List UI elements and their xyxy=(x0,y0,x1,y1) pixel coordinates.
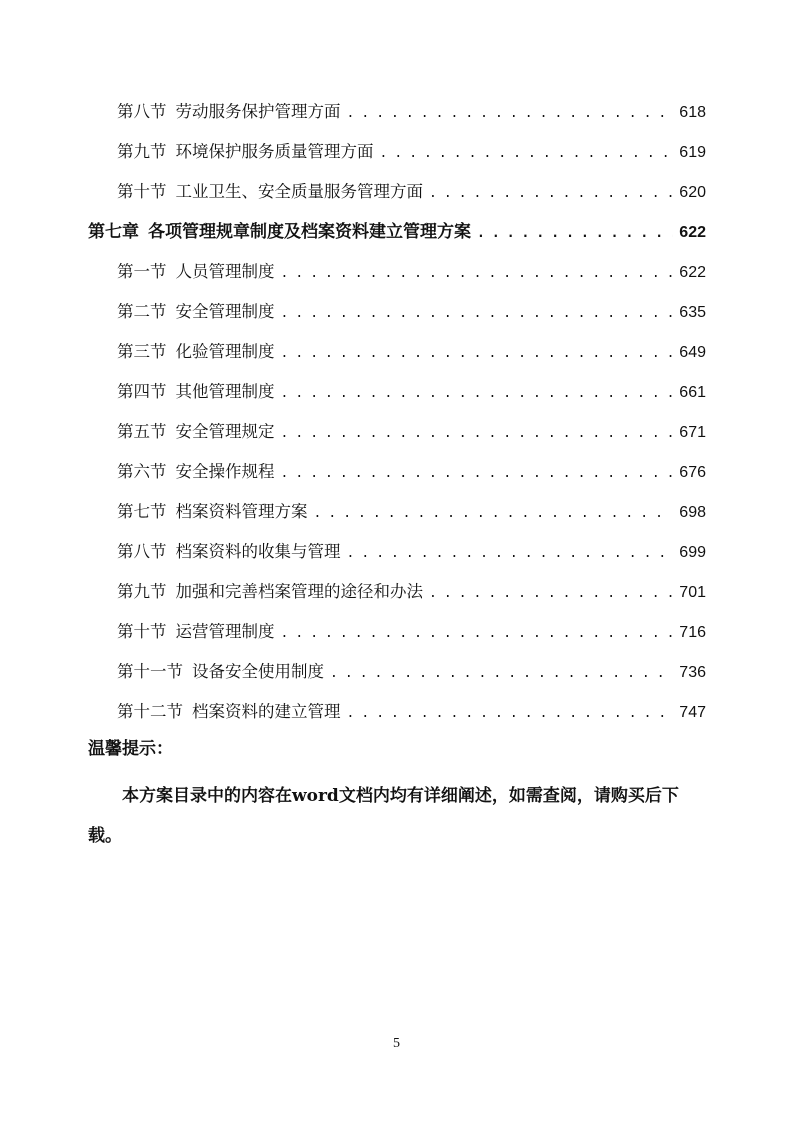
toc-entry-title: 设备安全使用制度 xyxy=(192,662,324,681)
toc-entry-label xyxy=(117,698,341,726)
toc-dot-leader xyxy=(429,580,673,608)
toc-entry[interactable] xyxy=(117,258,706,286)
toc-entry[interactable] xyxy=(117,178,706,206)
toc-dot-leader xyxy=(281,340,674,368)
toc-entry-number: 第五节 xyxy=(117,422,167,441)
toc-entry-number: 第三节 xyxy=(117,342,167,361)
toc-entry-title: 工业卫生、安全质量服务管理方面 xyxy=(175,182,423,201)
toc-dot-leader xyxy=(281,620,674,648)
toc-dot-leader xyxy=(281,460,674,488)
notice-title: 温馨提示： xyxy=(88,739,173,759)
toc-entry[interactable] xyxy=(117,98,706,126)
toc-entry-label xyxy=(117,498,308,526)
toc-entry-number: 第七章 xyxy=(88,222,139,242)
toc-dot-leader xyxy=(281,260,674,288)
toc-entry-number: 第六节 xyxy=(117,462,167,481)
toc-entry-number: 第九节 xyxy=(117,142,167,161)
toc-entry-page: 676 xyxy=(679,464,706,481)
toc-entry[interactable] xyxy=(117,338,706,366)
toc-dot-leader xyxy=(347,100,674,128)
toc-entry[interactable] xyxy=(117,138,706,166)
toc-entry-title: 劳动服务保护管理方面 xyxy=(175,102,341,121)
toc-entry-page: 622 xyxy=(679,264,706,281)
toc-entry-page: 716 xyxy=(679,624,706,641)
toc-entry-page: 698 xyxy=(679,504,706,521)
toc-entry-label xyxy=(117,658,324,686)
toc-entry-title: 其他管理制度 xyxy=(175,382,275,401)
toc-entry-title: 加强和完善档案管理的途径和办法 xyxy=(175,582,423,601)
toc-entry-label xyxy=(117,178,423,206)
toc-entry-number: 第十二节 xyxy=(117,702,183,721)
toc-entry-title: 安全管理制度 xyxy=(175,302,275,321)
toc-entry-page: 671 xyxy=(679,424,706,441)
toc-entry-page: 618 xyxy=(679,104,706,121)
toc-entry[interactable] xyxy=(117,578,706,606)
toc-dot-leader xyxy=(347,540,674,568)
toc-entry-label xyxy=(117,258,275,286)
toc-entry-title: 环境保护服务质量管理方面 xyxy=(175,142,374,161)
toc-dot-leader xyxy=(281,380,674,408)
toc-entry-number: 第四节 xyxy=(117,382,167,401)
toc-entry-number: 第九节 xyxy=(117,582,167,601)
toc-entry-label xyxy=(88,218,471,246)
toc-dot-leader xyxy=(429,180,673,208)
toc-entry[interactable] xyxy=(117,418,706,446)
toc-entry[interactable] xyxy=(117,538,706,566)
toc-entry-label xyxy=(117,298,275,326)
toc-entry-title: 档案资料的建立管理 xyxy=(192,702,341,721)
toc-entry-label xyxy=(117,458,275,486)
toc-entry-page: 635 xyxy=(679,304,706,321)
toc-entry[interactable] xyxy=(117,298,706,326)
toc-entry-number: 第八节 xyxy=(117,542,167,561)
toc-entry-number: 第十节 xyxy=(117,622,167,641)
toc-entry[interactable] xyxy=(117,618,706,646)
toc-entry-page: 619 xyxy=(679,144,706,161)
toc-entry-page: 622 xyxy=(679,224,706,241)
toc-entry[interactable] xyxy=(117,658,706,686)
toc-entry-title: 安全操作规程 xyxy=(175,462,275,481)
toc-entry[interactable] xyxy=(117,378,706,406)
toc-entry-title: 档案资料的收集与管理 xyxy=(175,542,341,561)
toc-entry-page: 661 xyxy=(679,384,706,401)
toc-entry-number: 第十一节 xyxy=(117,662,183,681)
toc-entry[interactable] xyxy=(117,498,706,526)
toc-entry-title: 各项管理规章制度及档案资料建立管理方案 xyxy=(148,222,471,242)
toc-entry-title: 安全管理规定 xyxy=(175,422,275,441)
toc-entry-number: 第十节 xyxy=(117,182,167,201)
toc-entry[interactable] xyxy=(117,458,706,486)
toc-entry-title: 运营管理制度 xyxy=(175,622,275,641)
toc-dot-leader xyxy=(281,300,674,328)
toc-entry-number: 第八节 xyxy=(117,102,167,121)
toc-entry-page: 699 xyxy=(679,544,706,561)
toc-dot-leader xyxy=(347,700,674,728)
toc-entry-title: 人员管理制度 xyxy=(175,262,275,281)
toc-entry-number: 第二节 xyxy=(117,302,167,321)
toc-entry-title: 化验管理制度 xyxy=(175,342,275,361)
toc-entry-label xyxy=(117,618,275,646)
page-number: 5 xyxy=(393,1036,400,1051)
toc-entry-page: 747 xyxy=(679,704,706,721)
toc-entry-label xyxy=(117,378,275,406)
toc-entry-number: 第一节 xyxy=(117,262,167,281)
toc-dot-leader xyxy=(380,140,674,168)
toc-dot-leader xyxy=(314,500,674,528)
toc-entry-page: 701 xyxy=(679,584,706,601)
toc-entry-number: 第七节 xyxy=(117,502,167,521)
toc-entry-title: 档案资料管理方案 xyxy=(175,502,308,521)
toc-entry-page: 649 xyxy=(679,344,706,361)
notice-body: 本方案目录中的内容在word文档内均有详细阐述，如需查阅，请购买后下载。 xyxy=(88,786,679,846)
toc-entry-label xyxy=(117,418,275,446)
toc-entry-page: 736 xyxy=(679,664,706,681)
toc-entry-page: 620 xyxy=(679,184,706,201)
toc-chapter-entry[interactable] xyxy=(88,218,706,246)
toc-entry-label xyxy=(117,138,374,166)
toc-entry-label xyxy=(117,578,423,606)
toc-entry-label xyxy=(117,538,341,566)
toc-entry-label xyxy=(117,98,341,126)
toc-entry-label xyxy=(117,338,275,366)
toc-dot-leader xyxy=(281,420,674,448)
toc-entry[interactable] xyxy=(117,698,706,726)
toc-dot-leader xyxy=(477,220,673,248)
toc-dot-leader xyxy=(330,660,673,688)
